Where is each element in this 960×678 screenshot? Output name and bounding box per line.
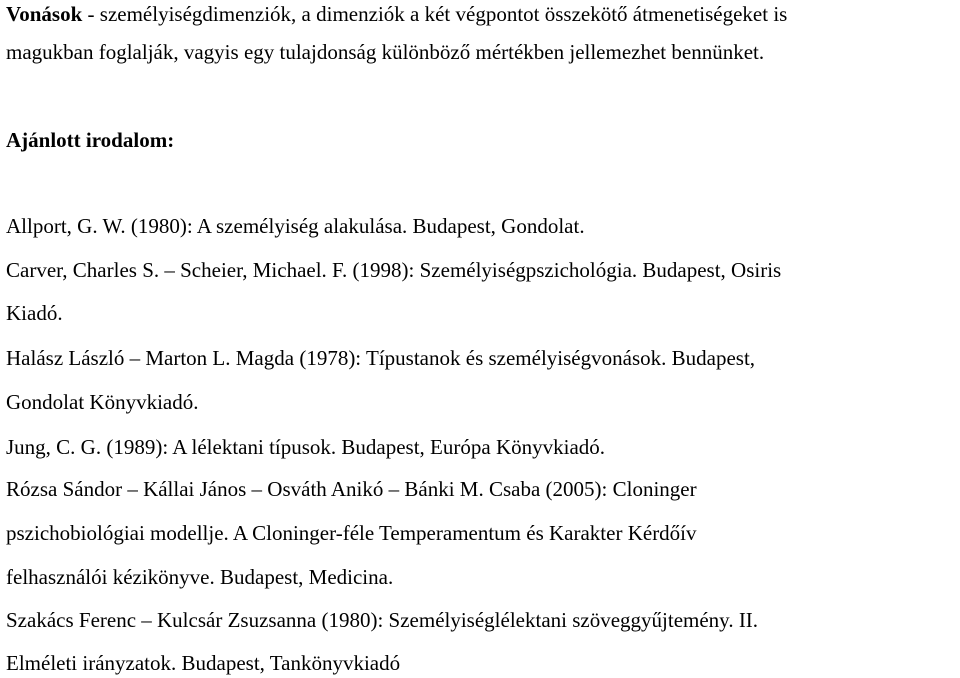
reference-carver-line-1: Carver, Charles S. – Scheier, Michael. F. (1998): Személyiségpszichológia. Budapest, Osiris xyxy=(6,258,782,282)
section-heading: Ajánlott irodalom: xyxy=(6,128,175,152)
reference-allport: Allport, G. W. (1980): A személyiség alakulása. Budapest, Gondolat. xyxy=(6,214,585,238)
reference-szakacs-line-2: Elméleti irányzatok. Budapest, Tankönyvkiadó xyxy=(6,651,401,675)
reference-szakacs-line-1: Szakács Ferenc – Kulcsár Zsuzsanna (1980): Személyiséglélektani szöveggyűjtemény. II. xyxy=(6,608,759,632)
reference-rozsa-line-1: Rózsa Sándor – Kállai János – Osváth Anikó – Bánki M. Csaba (2005): Cloninger xyxy=(6,477,697,501)
reference-carver-line-2: Kiadó. xyxy=(6,301,63,325)
definition-line-2: magukban foglalják, vagyis egy tulajdonság különböző mértékben jellemezhet bennünket. xyxy=(6,40,765,64)
reference-halasz-line-2: Gondolat Könyvkiadó. xyxy=(6,390,199,414)
definition-text-1: személyiségdimenziók, a dimenziók a két végpontot összekötő átmenetiségeket is xyxy=(99,2,788,26)
definition-separator: - xyxy=(82,2,100,26)
reference-halasz-line-1: Halász László – Marton L. Magda (1978): Típustanok és személyiségvonások. Budapest, xyxy=(6,346,756,370)
reference-rozsa-line-2: pszichobiológiai modellje. A Cloninger-féle Temperamentum és Karakter Kérdőív xyxy=(6,521,697,545)
definition-line-1 xyxy=(6,4,787,25)
reference-jung: Jung, C. G. (1989): A lélektani típusok. Budapest, Európa Könyvkiadó. xyxy=(6,435,606,459)
definition-term: Vonások xyxy=(6,2,83,26)
reference-rozsa-line-3: felhasználói kézikönyve. Budapest, Medicina. xyxy=(6,565,394,589)
